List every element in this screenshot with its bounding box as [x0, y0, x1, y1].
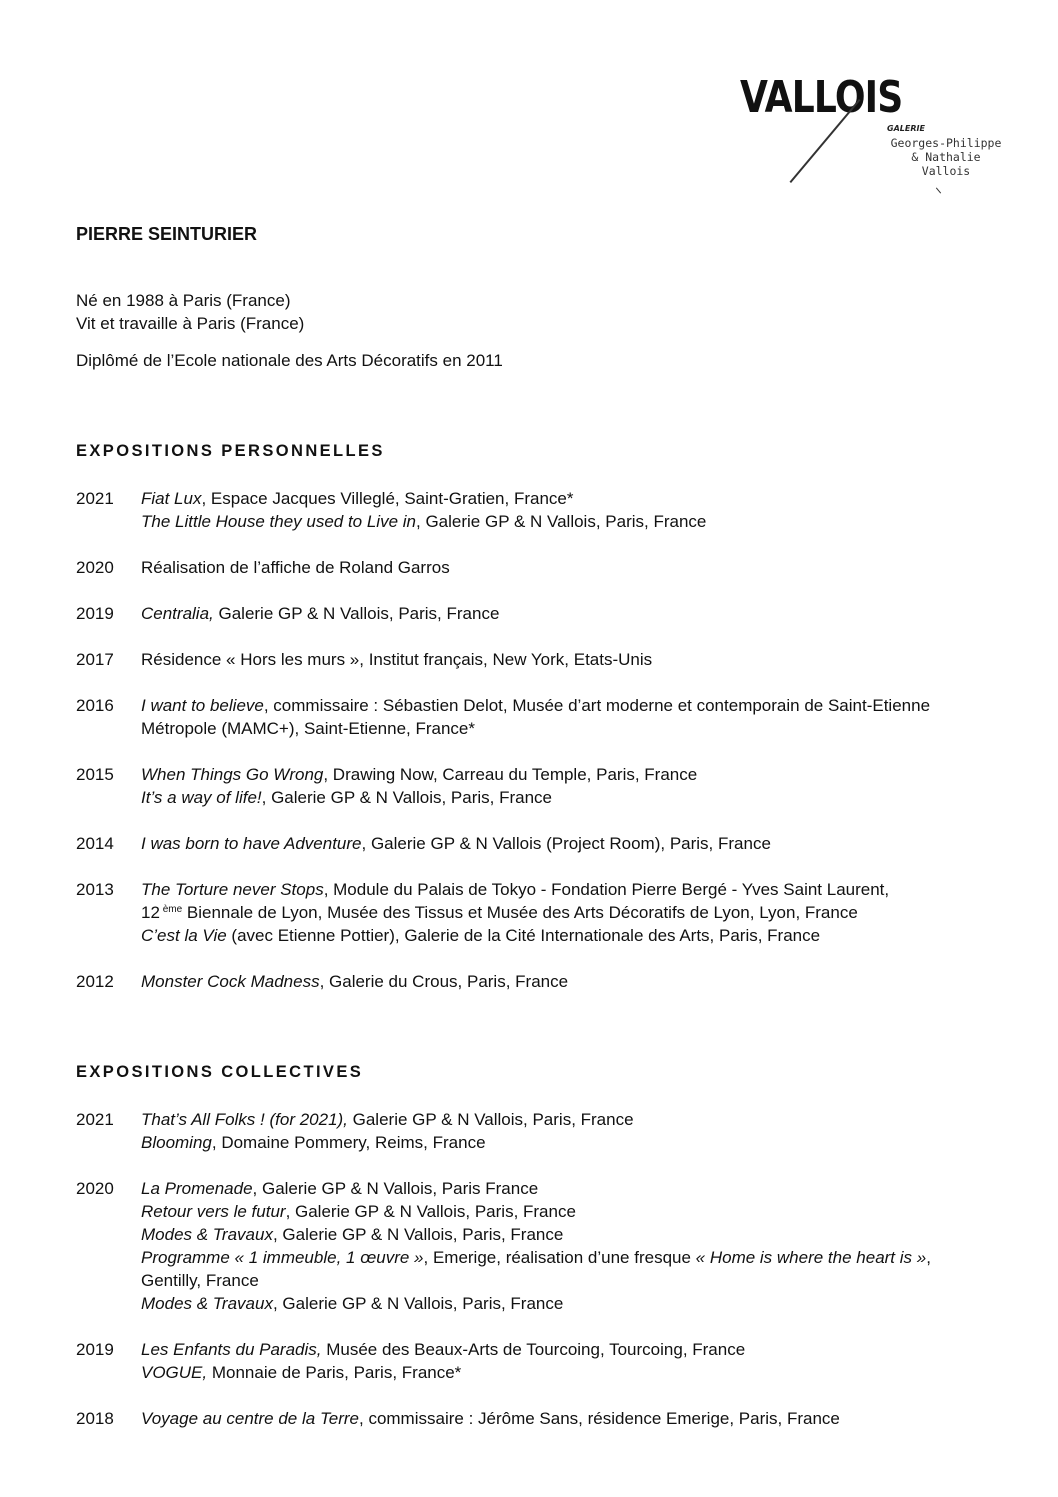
exhibition-title: When Things Go Wrong: [141, 765, 324, 784]
exhibition-title: Fiat Lux: [141, 489, 202, 508]
exhibition-lines: [141, 556, 1016, 579]
exhibition-details: Biennale de Lyon, Musée des Tissus et Musée des Arts Décoratifs de Lyon, Lyon, France: [182, 903, 858, 922]
exhibition-line: [141, 1223, 1016, 1246]
exhibition-details: (avec Etienne Pottier), Galerie de la Cité Internationale des Arts, Paris, France: [226, 926, 821, 945]
exhibition-title: C’est la Vie: [141, 926, 227, 945]
exhibition-entry: [76, 970, 1016, 993]
exhibition-entry: [76, 1338, 1016, 1384]
logo-gallery-name: [886, 136, 1006, 178]
exhibition-line: [141, 487, 1016, 510]
exhibition-details: , Drawing Now, Carreau du Temple, Paris, France: [323, 765, 698, 784]
exhibition-line: [141, 1407, 1016, 1430]
exhibition-line: [141, 1361, 1016, 1384]
gallery-logo: [740, 60, 1020, 200]
bio-line: Né en 1988 à Paris (France): [76, 291, 291, 310]
exhibition-lines: [141, 648, 1016, 671]
exhibition-line: [141, 1246, 1016, 1269]
artist-name: PIERRE SEINTURIER: [76, 224, 258, 244]
exhibition-line: [141, 763, 1016, 786]
exhibition-entry: [76, 487, 1016, 533]
exhibition-details: , Galerie GP & N Vallois, Paris France: [252, 1179, 539, 1198]
personal-exhibitions-list: [76, 487, 1016, 993]
exhibition-lines: [141, 970, 1016, 993]
exhibition-title: Modes & Travaux: [141, 1294, 273, 1313]
exhibition-lines: [141, 602, 1016, 625]
exhibition-line: [141, 1200, 1016, 1223]
exhibition-line: [141, 924, 1016, 947]
exhibition-details: , commissaire : Jérôme Sans, résidence Emerige, Paris, France: [359, 1409, 840, 1428]
exhibition-lines: [141, 1108, 1016, 1154]
exhibition-year: 2019: [76, 604, 114, 623]
exhibition-details: Musée des Beaux-Arts de Tourcoing, Tourcoing, France: [321, 1340, 746, 1359]
exhibition-year: 2013: [76, 880, 114, 899]
bio-line: Vit et travaille à Paris (France): [76, 314, 305, 333]
exhibition-details: , commissaire : Sébastien Delot, Musée d’art moderne et contemporain de Saint-Etienne: [263, 696, 931, 715]
exhibition-entry: [76, 1108, 1016, 1154]
exhibition-line: [141, 648, 1016, 671]
exhibition-details: , Module du Palais de Tokyo - Fondation Pierre Bergé - Yves Saint Laurent,: [323, 880, 890, 899]
exhibition-entry: [76, 763, 1016, 809]
exhibition-details: , Galerie GP & N Vallois, Paris, France: [261, 788, 553, 807]
bio-line: Diplômé de l’Ecole nationale des Arts Décoratifs en 2011: [76, 351, 503, 370]
exhibition-details: , Galerie GP & N Vallois, Paris, France: [416, 512, 707, 531]
exhibition-title: The Torture never Stops: [141, 880, 324, 899]
exhibition-entry: [76, 648, 1016, 671]
exhibition-line: [141, 510, 1016, 533]
exhibition-title: Modes & Travaux: [141, 1225, 273, 1244]
logo-wordmark: VALLOIS: [740, 72, 903, 123]
exhibition-line: [141, 878, 1016, 901]
exhibition-title: It’s a way of life!: [141, 788, 262, 807]
exhibition-details: , Galerie GP & N Vallois, Paris, France: [272, 1225, 564, 1244]
exhibition-entry: [76, 694, 1016, 740]
exhibition-details: , Galerie GP & N Vallois, Paris, France: [272, 1294, 564, 1313]
exhibition-line: [141, 1131, 1016, 1154]
exhibition-year: 2018: [76, 1409, 114, 1428]
exhibition-details: , Galerie du Crous, Paris, France: [319, 972, 569, 991]
exhibition-title: That’s All Folks ! (for 2021),: [141, 1110, 348, 1129]
exhibition-lines: [141, 1407, 1016, 1430]
exhibition-year: 2021: [76, 489, 114, 508]
ordinal-suffix: ème: [159, 904, 183, 915]
exhibition-details: ,: [926, 1248, 931, 1267]
exhibition-year: 2020: [76, 1179, 114, 1198]
exhibition-details: , Galerie GP & N Vallois (Project Room), Paris, France: [361, 834, 771, 853]
exhibition-year: 2015: [76, 765, 114, 784]
exhibition-entry: [76, 1177, 1016, 1315]
exhibition-lines: [141, 763, 1016, 809]
exhibition-details: Gentilly, France: [141, 1271, 259, 1290]
line-prefix: 12: [141, 903, 160, 922]
exhibition-title: VOGUE,: [141, 1363, 208, 1382]
exhibition-year: 2017: [76, 650, 114, 669]
exhibition-line: [141, 1292, 1016, 1315]
exhibition-details: Métropole (MAMC+), Saint-Etienne, France*: [141, 719, 475, 738]
exhibition-details: Réalisation de l’affiche de Roland Garros: [141, 558, 450, 577]
collective-exhibitions-list: [76, 1108, 1016, 1430]
exhibition-lines: [141, 832, 1016, 855]
exhibition-entry: [76, 602, 1016, 625]
logo-name-line: Georges-Philippe: [890, 136, 1002, 150]
exhibition-title: I was born to have Adventure: [141, 834, 362, 853]
exhibition-entry: [76, 1407, 1016, 1430]
exhibition-year: 2021: [76, 1110, 114, 1129]
exhibition-year: 2016: [76, 696, 114, 715]
exhibition-entry: [76, 832, 1016, 855]
exhibition-details: Monnaie de Paris, Paris, France*: [207, 1363, 462, 1382]
exhibition-line: [141, 970, 1016, 993]
exhibition-year: 2014: [76, 834, 114, 853]
logo-name-line: Vallois: [921, 164, 971, 178]
logo-galerie-label: GALERIE: [887, 124, 925, 133]
artist-bio: [76, 289, 1016, 372]
exhibition-entry: [76, 878, 1016, 947]
exhibition-title: Blooming: [141, 1133, 212, 1152]
exhibition-details: , Espace Jacques Villeglé, Saint-Gratien, France*: [201, 489, 574, 508]
exhibition-title: Programme « 1 immeuble, 1 œuvre »: [141, 1248, 424, 1267]
exhibition-details: Résidence « Hors les murs », Institut français, New York, Etats-Unis: [141, 650, 653, 669]
exhibition-year: 2020: [76, 558, 114, 577]
exhibition-line: [141, 832, 1016, 855]
exhibition-title: Les Enfants du Paradis,: [141, 1340, 322, 1359]
exhibition-year: 2019: [76, 1340, 114, 1359]
exhibition-entry: [76, 556, 1016, 579]
exhibition-title: The Little House they used to Live in: [141, 512, 416, 531]
exhibition-details: , Domaine Pommery, Reims, France: [211, 1133, 486, 1152]
exhibition-lines: [141, 878, 1016, 947]
exhibition-title: Retour vers le futur: [141, 1202, 286, 1221]
logo-tick-mark: [936, 187, 941, 193]
exhibition-lines: [141, 694, 1016, 740]
exhibition-title: Voyage au centre de la Terre: [141, 1409, 359, 1428]
exhibition-line: [141, 717, 1016, 740]
section-title-personal: EXPOSITIONS PERSONNELLES: [76, 442, 385, 460]
exhibition-details: Galerie GP & N Vallois, Paris, France: [347, 1110, 634, 1129]
exhibition-lines: [141, 1177, 1016, 1315]
exhibition-line: [141, 786, 1016, 809]
exhibition-year: 2012: [76, 972, 114, 991]
logo-name-line: & Nathalie: [911, 150, 981, 164]
exhibition-line: [141, 1177, 1016, 1200]
exhibition-title: Centralia,: [141, 604, 214, 623]
cv-content: [76, 224, 1016, 1453]
exhibition-lines: [141, 1338, 1016, 1384]
exhibition-line: [141, 1269, 1016, 1292]
section-title-collective: EXPOSITIONS COLLECTIVES: [76, 1063, 364, 1081]
exhibition-title: La Promenade: [141, 1179, 253, 1198]
exhibition-line: [141, 1338, 1016, 1361]
exhibition-line: [141, 602, 1016, 625]
exhibition-details: , Emerige, réalisation d’une fresque: [423, 1248, 696, 1267]
exhibition-details: , Galerie GP & N Vallois, Paris, France: [285, 1202, 576, 1221]
exhibition-line: [141, 1108, 1016, 1131]
exhibition-title: Monster Cock Madness: [141, 972, 320, 991]
exhibition-title: I want to believe: [141, 696, 264, 715]
exhibition-line: [141, 694, 1016, 717]
exhibition-details: Galerie GP & N Vallois, Paris, France: [213, 604, 500, 623]
exhibition-lines: [141, 487, 1016, 533]
artwork-title: « Home is where the heart is »: [695, 1248, 927, 1267]
exhibition-line: [141, 556, 1016, 579]
exhibition-line: [141, 901, 1016, 924]
